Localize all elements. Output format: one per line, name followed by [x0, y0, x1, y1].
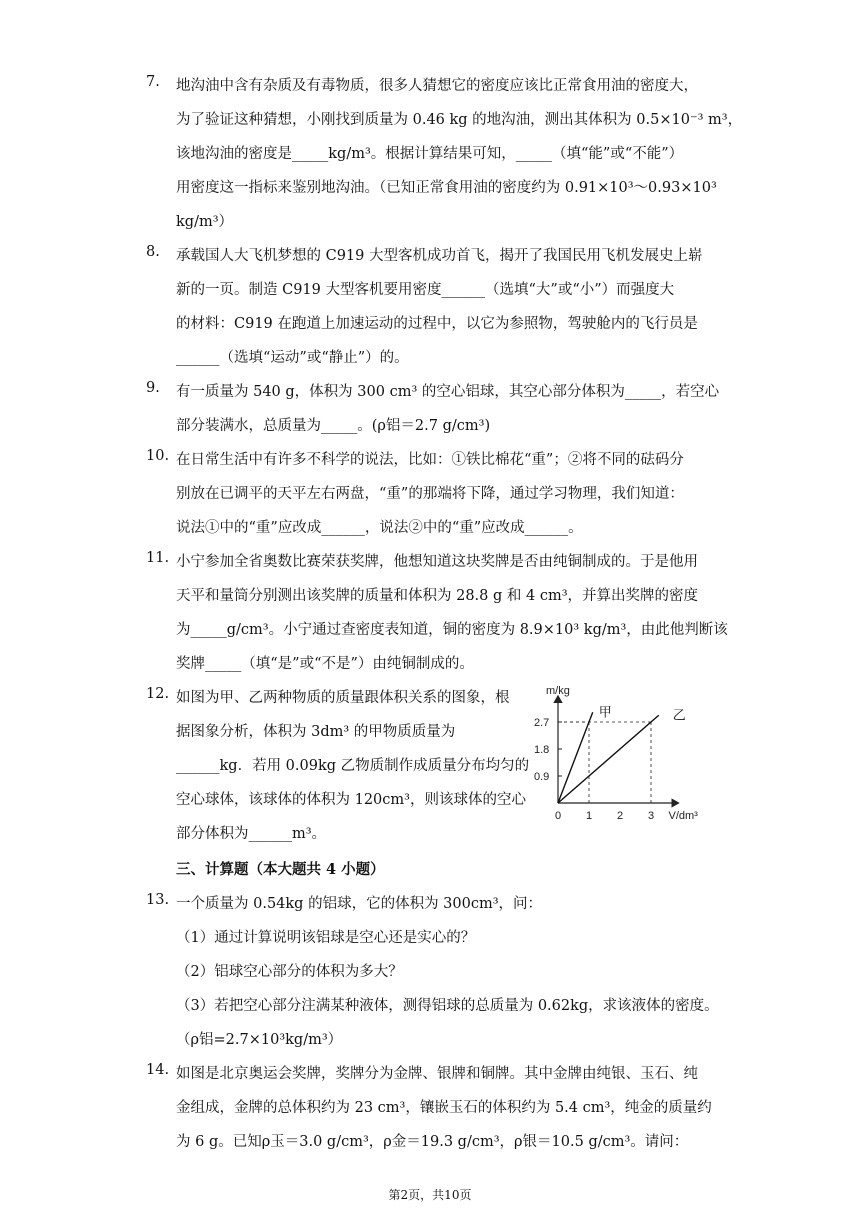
question-text: 部分装满水，总质量为_____。(ρ铝＝2.7 g/cm³)	[176, 418, 491, 434]
question-text: 奖牌_____（填“是”或“不是”）由纯铜制成的。	[176, 656, 474, 672]
question-text: 新的一页。制造 C919 大型客机要用密度______（选填“大”或“小”）而强度大	[176, 282, 675, 298]
question-text: 说法①中的“重”应改成______，说法②中的“重”应改成______。	[176, 520, 583, 536]
section-title: 三、计算题（本大题共 4 小题）	[176, 861, 385, 878]
given-constant: （ρ铝=2.7×10³kg/m³）	[176, 1032, 343, 1048]
x-axis-label: V/dm³	[668, 810, 698, 822]
series-line-yi	[558, 715, 659, 803]
question-text: 天平和量筒分别测出该奖牌的质量和体积为 28.8 g 和 4 cm³，并算出奖牌的密度	[176, 588, 699, 604]
question-text: 据图象分析，体积为 3dm³ 的甲物质质量为	[176, 724, 456, 740]
y-tick-label: 1.8	[534, 744, 550, 756]
sub-question: （2）铝球空心部分的体积为多大？	[176, 964, 403, 980]
question-text: kg/m³）	[176, 214, 234, 230]
question-text: 为_____g/cm³。小宁通过查密度表知道，铜的密度为 8.9×10³ kg/m³，由此他判断该	[176, 622, 728, 638]
question-number: 7.	[146, 74, 160, 90]
question-text: 在日常生活中有许多不科学的说法，比如：①铁比棉花“重”；②将不同的砝码分	[176, 452, 684, 468]
question-text: 该地沟油的密度是_____kg/m³。根据计算结果可知，_____（填“能”或“不能”）	[176, 146, 684, 162]
question-text: 承载国人大飞机梦想的 C919 大型客机成功首飞，揭开了我国民用飞机发展史上崭	[176, 248, 703, 264]
question-text: ______kg．若用 0.09kg 乙物质制作成质量分布均匀的	[176, 758, 530, 774]
sub-question: （3）若把空心部分注满某种液体，测得铝球的总质量为 0.62kg，求该液体的密度。	[176, 998, 719, 1014]
page-footer: 第2页，共10页	[388, 1188, 472, 1202]
question-text: 小宁参加全省奥数比赛荣获奖牌，他想知道这块奖牌是否由纯铜制成的。于是他用	[176, 554, 698, 570]
y-tick-label: 0.9	[534, 771, 550, 783]
question-number: 13.	[146, 892, 170, 908]
question-text: 用密度这一指标来鉴别地沟油。（已知正常食用油的密度约为 0.91×10³～0.93×10³	[176, 180, 717, 196]
question-number: 12.	[146, 686, 170, 702]
question-text: 金组成，金牌的总体积约为 23 cm³，镶嵌玉石的体积约为 5.4 cm³，纯金的质量约	[176, 1100, 712, 1116]
sub-question: （1）通过计算说明该铝球是空心还是实心的？	[176, 930, 476, 946]
question-text: 的材料：C919 在跑道上加速运动的过程中，以它为参照物，驾驶舱内的飞行员是	[176, 316, 698, 332]
question-number: 8.	[146, 244, 160, 260]
mass-volume-graph	[528, 668, 728, 828]
question-text: 如图是北京奥运会奖牌，奖牌分为金牌、银牌和铜牌。其中金牌由纯银、玉石、纯	[176, 1066, 698, 1082]
x-tick-label: 2	[617, 810, 624, 822]
x-tick-label: 1	[586, 810, 593, 822]
question-text: 为 6 g。已知ρ玉＝3.0 g/cm³，ρ金＝19.3 g/cm³，ρ银＝10.5 g/cm³。请问：	[176, 1134, 689, 1150]
question-text: 一个质量为 0.54kg 的铝球，它的体积为 300cm³，问：	[176, 896, 543, 912]
x-tick-label: 3	[648, 810, 655, 822]
series-line-jia	[558, 712, 593, 803]
question-text: 如图为甲、乙两种物质的质量跟体积关系的图象，根	[176, 690, 510, 706]
series-label: 乙	[672, 707, 686, 723]
series-label: 甲	[598, 704, 612, 720]
y-axis-label: m/kg	[546, 685, 570, 697]
question-text: ______（选填“运动”或“静止”）的。	[176, 350, 409, 366]
question-number: 14.	[146, 1062, 170, 1078]
question-text: 有一质量为 540 g，体积为 300 cm³ 的空心铝球，其空心部分体积为_____，若空心	[176, 384, 720, 400]
question-text: 部分体积为______m³。	[176, 826, 327, 842]
x-tick-label: 0	[555, 810, 562, 822]
question-text: 空心球体，该球体的体积为 120cm³，则该球体的空心	[176, 792, 526, 808]
question-number: 11.	[146, 550, 170, 566]
question-number: 9.	[146, 380, 160, 396]
y-tick-label: 2.7	[534, 717, 550, 729]
question-text: 别放在已调平的天平左右两盘，“重”的那端将下降，通过学习物理，我们知道：	[176, 486, 684, 502]
question-text: 为了验证这种猜想，小刚找到质量为 0.46 kg 的地沟油，测出其体积为 0.5×10⁻³ m³，	[176, 112, 743, 128]
question-text: 地沟油中含有杂质及有毒物质，很多人猜想它的密度应该比正常食用油的密度大，	[176, 78, 698, 94]
question-number: 10.	[146, 448, 170, 464]
